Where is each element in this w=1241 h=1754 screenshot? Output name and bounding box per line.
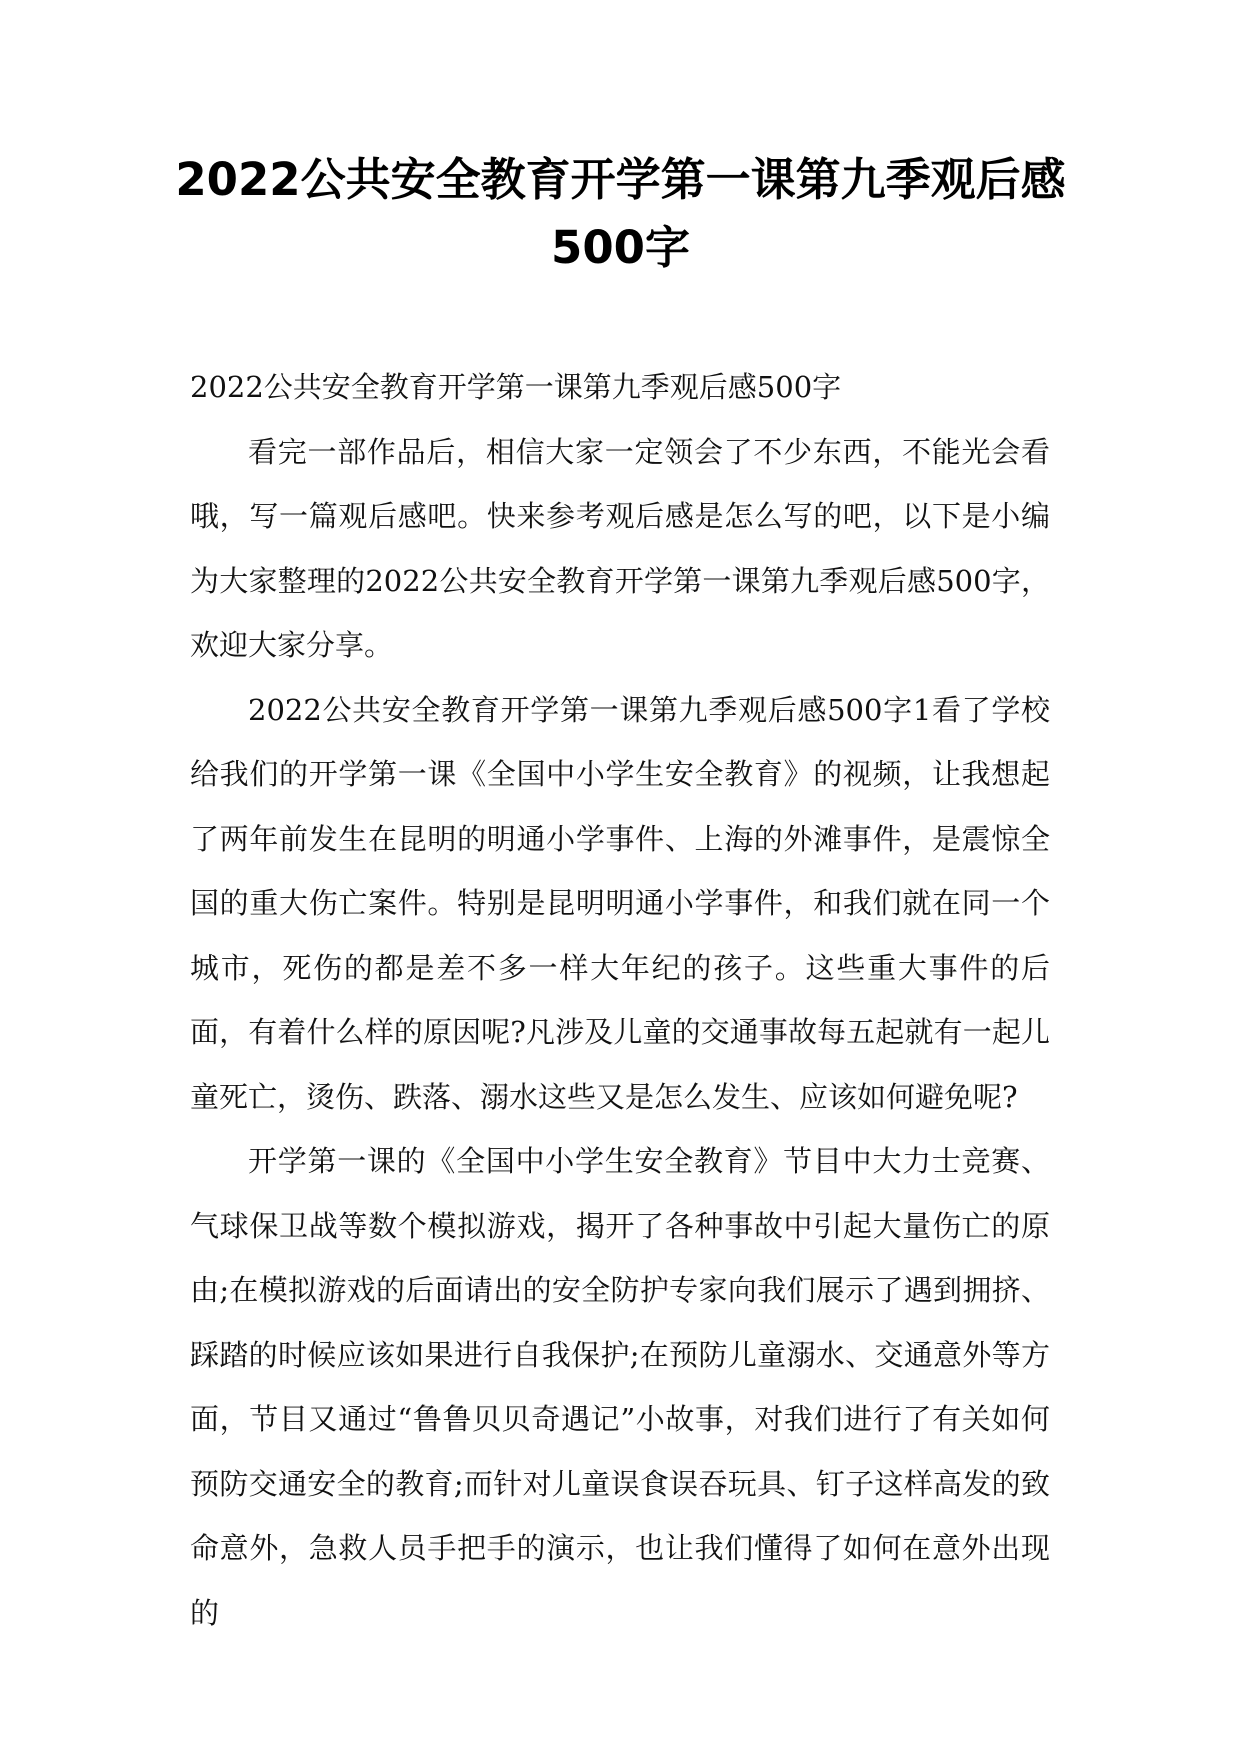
paragraph-intro: 看完一部作品后，相信大家一定领会了不少东西，不能光会看哦，写一篇观后感吧。快来参考观后感是怎么写的吧，以下是小编为大家整理的2022公共安全教育开学第一课第九季观后感500字，欢迎大家分享。 xyxy=(190,434,1050,662)
paragraph-essay-1: 2022公共安全教育开学第一课第九季观后感500字1看了学校给我们的开学第一课《全国中小学生安全教育》的视频，让我想起了两年前发生在昆明的明通小学事件、上海的外滩事件，是震惊全国的重大伤亡案件。特别是昆明明通小学事件，和我们就在同一个城市，死伤的都是差不多一样大年纪的孩子。这些重大事件的后面，有着什么样的原因呢?凡涉及儿童的交通事故每五起就有一起儿童死亡，烫伤、跌落、溺水这些又是怎么发生、应该如何避免呢? xyxy=(190,692,1050,1114)
document-body xyxy=(190,355,1050,1645)
paragraph-essay-2: 开学第一课的《全国中小学生安全教育》节目中大力士竞赛、气球保卫战等数个模拟游戏，揭开了各种事故中引起大量伤亡的原由;在模拟游戏的后面请出的安全防护专家向我们展示了遇到拥挤、踩踏的时候应该如果进行自我保护;在预防儿童溺水、交通意外等方面，节目又通过“鲁鲁贝贝奇遇记”小故事，对我们进行了有关如何预防交通安全的教育;而针对儿童误食误吞玩具、钉子这样高发的致命意外，急救人员手把手的演示，也让我们懂得了如何在意外出现的 xyxy=(190,1144,1050,1630)
document-subtitle: 2022公共安全教育开学第一课第九季观后感500字 xyxy=(190,370,842,404)
document-title: 2022公共安全教育开学第一课第九季观后感500字 xyxy=(175,153,1066,274)
